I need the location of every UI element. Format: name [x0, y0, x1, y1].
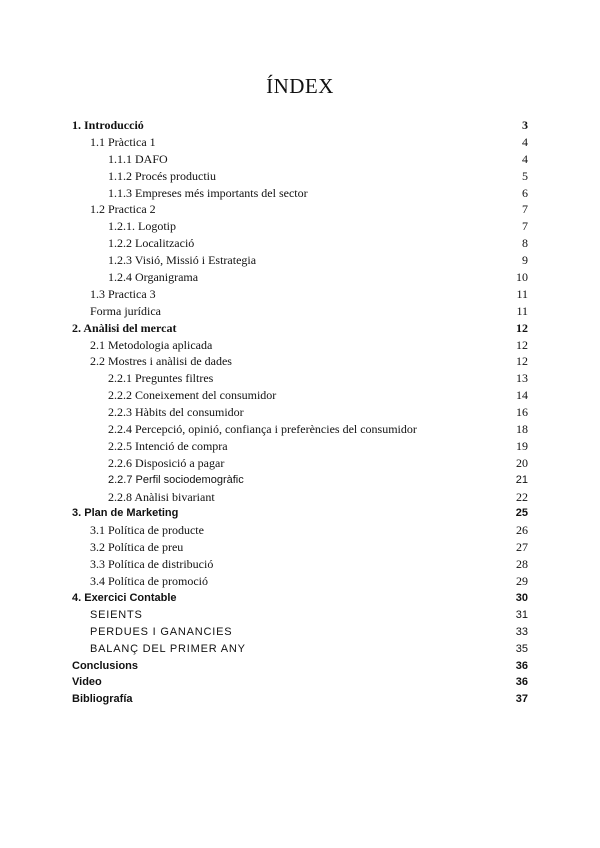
toc-entry-label: BALANÇ DEL PRIMER ANY: [90, 642, 246, 655]
toc-entry-label: Forma jurídica: [90, 303, 161, 318]
toc-entry-page: 12: [516, 337, 528, 352]
toc-entry-label: 1.2.1. Logotip: [108, 219, 176, 234]
toc-entry-label: 3.4 Política de promoció: [90, 574, 208, 589]
toc-entry-page: 29: [516, 574, 528, 589]
toc-entry-label: 2.2.4 Percepció, opinió, confiança i preferències del consumidor: [108, 422, 417, 437]
toc-entry[interactable]: [72, 472, 528, 489]
toc-entry[interactable]: [72, 168, 528, 185]
toc-entry-page: 4: [522, 151, 528, 166]
toc-entry-label: 2.2.6 Disposició a pagar: [108, 455, 225, 470]
toc-entry-page: 6: [522, 185, 528, 200]
toc-entry-label: 1.2.4 Organigrama: [108, 270, 199, 285]
toc-entry-page: 7: [522, 219, 528, 234]
toc-entry[interactable]: [72, 337, 528, 354]
toc-entry[interactable]: [72, 658, 528, 675]
toc-entry-label: 2.2.1 Preguntes filtres: [108, 371, 214, 386]
toc-entry-label: 2.1 Metodologia aplicada: [90, 337, 213, 352]
toc-entry-page: 37: [515, 693, 528, 706]
toc-entry[interactable]: [72, 522, 528, 539]
toc-entry[interactable]: [72, 370, 528, 387]
toc-entry[interactable]: [72, 117, 528, 134]
toc-entry-page: 12: [516, 320, 528, 335]
toc-entry-page: 20: [516, 455, 528, 470]
toc-entry[interactable]: [72, 320, 528, 337]
toc-entry-label: SEIENTS: [90, 608, 143, 621]
toc-entry[interactable]: [72, 489, 528, 506]
toc-entry[interactable]: [72, 607, 528, 624]
toc-entry-label: 3.1 Política de producte: [90, 523, 204, 538]
toc-entry-label: 2.2.2 Coneixement del consumidor: [108, 388, 277, 403]
toc-entry-label: 1.3 Practica 3: [90, 286, 156, 301]
toc-entry-page: 10: [516, 270, 528, 285]
toc-entry-label: 1.2.3 Visió, Missió i Estrategia: [108, 253, 257, 268]
toc-entry-label: Conclusions: [72, 659, 139, 672]
toc-entry[interactable]: [72, 201, 528, 218]
toc-entry[interactable]: [72, 404, 528, 421]
toc-entry-page: 13: [516, 371, 528, 386]
toc-entry-label: 1.2.2 Localització: [108, 236, 195, 251]
toc-entry[interactable]: [72, 286, 528, 303]
toc-entry[interactable]: [72, 421, 528, 438]
table-of-contents: [72, 117, 528, 708]
toc-entry-label: Video: [72, 676, 102, 689]
toc-entry-page: 30: [515, 591, 528, 604]
toc-entry-page: 5: [522, 168, 528, 183]
toc-entry-label: 2.2.3 Hàbits del consumidor: [108, 405, 244, 420]
toc-entry-page: 9: [522, 253, 528, 268]
toc-entry[interactable]: [72, 151, 528, 168]
toc-entry-page: 3: [522, 118, 528, 132]
toc-entry-page: 36: [515, 659, 528, 672]
toc-entry-page: 8: [522, 236, 528, 251]
toc-entry[interactable]: [72, 438, 528, 455]
toc-entry[interactable]: [72, 539, 528, 556]
toc-entry-page: 31: [515, 608, 528, 621]
toc-entry[interactable]: [72, 134, 528, 151]
toc-entry-page: 21: [515, 473, 528, 486]
toc-entry-page: 22: [516, 489, 528, 504]
toc-entry[interactable]: [72, 590, 528, 607]
toc-entry-page: 33: [515, 625, 528, 638]
toc-entry[interactable]: [72, 691, 528, 708]
toc-entry-label: 2.2.5 Intenció de compra: [108, 438, 228, 453]
toc-entry-label: 2. Anàlisi del mercat: [72, 320, 177, 335]
toc-entry-page: 28: [516, 557, 528, 572]
toc-entry-label: 1.2 Practica 2: [90, 202, 156, 217]
toc-entry-label: 1.1 Pràctica 1: [90, 134, 156, 149]
toc-entry-label: 1.1.1 DAFO: [108, 151, 168, 166]
index-title: ÍNDEX: [266, 74, 334, 98]
toc-entry-page: 36: [515, 676, 528, 689]
toc-entry[interactable]: [72, 185, 528, 202]
toc-entry-page: 11: [516, 303, 528, 318]
toc-entry-label: 2.2 Mostres i anàlisi de dades: [90, 354, 232, 369]
toc-entry[interactable]: [72, 252, 528, 269]
toc-entry[interactable]: [72, 573, 528, 590]
toc-entry-label: Bibliografía: [72, 693, 133, 706]
toc-entry[interactable]: [72, 353, 528, 370]
toc-entry[interactable]: [72, 624, 528, 641]
toc-entry-page: 27: [516, 540, 528, 555]
toc-entry-label: 1.1.2 Procés productiu: [108, 168, 216, 183]
toc-entry-page: 4: [522, 134, 528, 149]
toc-entry-label: 2.2.8 Anàlisi bivariant: [108, 489, 215, 504]
toc-entry[interactable]: [72, 505, 528, 522]
toc-entry[interactable]: [72, 269, 528, 286]
toc-entry-label: 2.2.7 Perfil sociodemogràfic: [108, 473, 244, 486]
toc-entry-label: 4. Exercici Contable: [72, 591, 177, 604]
toc-entry[interactable]: [72, 455, 528, 472]
toc-entry[interactable]: [72, 387, 528, 404]
toc-entry-label: 3. Plan de Marketing: [72, 507, 179, 520]
toc-entry-label: 3.3 Política de distribució: [90, 557, 214, 572]
toc-entry-label: 1.1.3 Empreses més importants del sector: [108, 185, 308, 200]
toc-entry-page: 16: [516, 405, 528, 420]
toc-entry-label: PERDUES I GANANCIES: [90, 625, 233, 638]
toc-entry-page: 7: [522, 202, 528, 217]
toc-entry-page: 26: [516, 523, 528, 538]
toc-entry[interactable]: [72, 674, 528, 691]
toc-entry-label: 3.2 Política de preu: [90, 540, 184, 555]
toc-entry-page: 18: [516, 422, 528, 437]
toc-entry-page: 19: [516, 438, 528, 453]
toc-entry[interactable]: [72, 641, 528, 658]
toc-entry[interactable]: [72, 556, 528, 573]
toc-entry-label: 1. Introducció: [72, 118, 144, 132]
toc-entry-page: 25: [515, 507, 528, 520]
toc-entry-page: 11: [516, 286, 528, 301]
toc-entry-page: 12: [516, 354, 528, 369]
toc-entry[interactable]: [72, 218, 528, 235]
toc-entry-page: 14: [516, 388, 528, 403]
toc-entry[interactable]: [72, 303, 528, 320]
toc-entry-page: 35: [515, 642, 528, 655]
toc-entry[interactable]: [72, 235, 528, 252]
